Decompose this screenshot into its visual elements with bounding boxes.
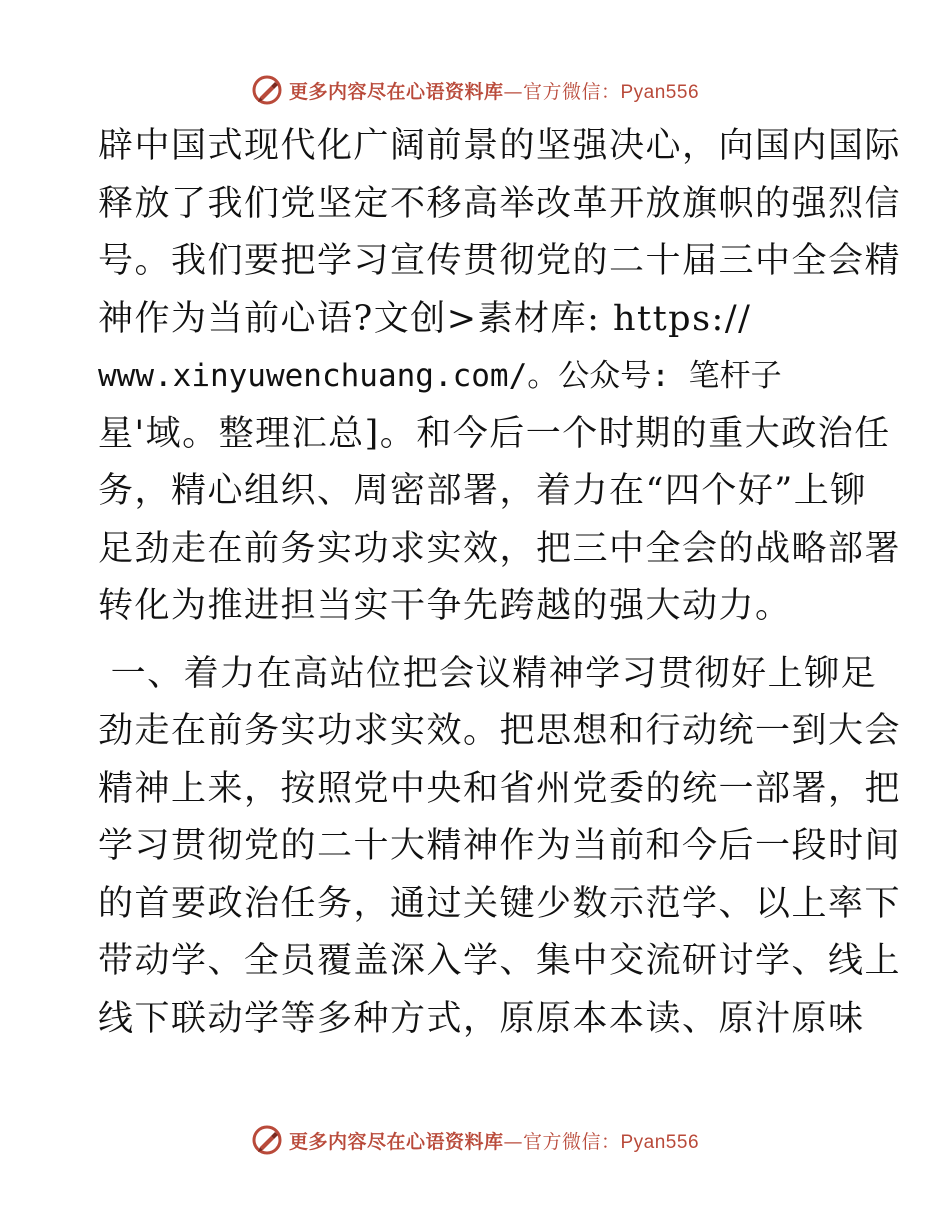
text-line: 的首要政治任务，通过关键少数示范学、以上率下 <box>98 883 902 924</box>
text-line: 带动学、全员覆盖深入学、集中交流研讨学、线上 <box>98 941 902 981</box>
banner-wechat-label: 官方微信： <box>522 1130 621 1153</box>
text-line: 务，精心组织、周密部署，着力在“四个好”上铆 <box>98 471 867 511</box>
banner-text <box>289 77 699 104</box>
footer-banner <box>0 1120 950 1160</box>
text-line: 辟中国式现代化广阔前景的坚强决心，向国内国际 <box>98 126 902 166</box>
header-banner <box>0 70 950 110</box>
document-body <box>98 118 902 1048</box>
text-line: 星'域。整理汇总]。和今后一个时期的重大政治任 <box>98 413 891 454</box>
banner-slogan: 更多内容尽在心语资料库 <box>288 80 504 103</box>
text-line: 精神上来，按照党中央和省州党委的统一部署，把 <box>98 768 902 809</box>
pen-logo-icon <box>251 1124 283 1156</box>
text-line: 一、着力在高站位把会议精神学习贯彻好上铆足 <box>98 653 878 694</box>
text-line: 劲走在前务实功求实效。把思想和行动统一到大会 <box>98 711 902 751</box>
text-line: 线下联动学等多种方式，原原本本读、原汁原味 <box>98 998 865 1039</box>
text-line: 足劲走在前务实功求实效，把三中全会的战略部署 <box>98 528 902 569</box>
banner-account: Pyan556 <box>620 81 700 103</box>
banner-wechat-label: 官方微信： <box>522 80 621 103</box>
banner-account: Pyan556 <box>620 1131 700 1153</box>
banner-text <box>289 1127 699 1154</box>
text-line: 学习贯彻党的二十大精神作为当前和今后一段时间 <box>98 826 902 866</box>
paragraph-1 <box>98 118 902 636</box>
banner-slogan: 更多内容尽在心语资料库 <box>288 1130 504 1153</box>
paragraph-2 <box>98 646 902 1049</box>
banner-separator: — <box>503 1130 523 1153</box>
text-line-url: www.xinyuwenchuang.com/。公众号: 笔杆子 <box>98 358 782 394</box>
banner-separator: — <box>503 80 523 103</box>
pen-logo-icon <box>251 74 283 106</box>
text-line: 转化为推进担当实干争先跨越的强大动力。 <box>98 586 792 626</box>
text-line: 神作为当前心语?文创>素材库: https:// <box>98 298 752 339</box>
text-line: 号。我们要把学习宣传贯彻党的二十届三中全会精 <box>98 241 902 281</box>
text-line: 释放了我们党坚定不移高举改革开放旗帜的强烈信 <box>98 183 902 224</box>
paragraph-gap <box>98 636 858 646</box>
